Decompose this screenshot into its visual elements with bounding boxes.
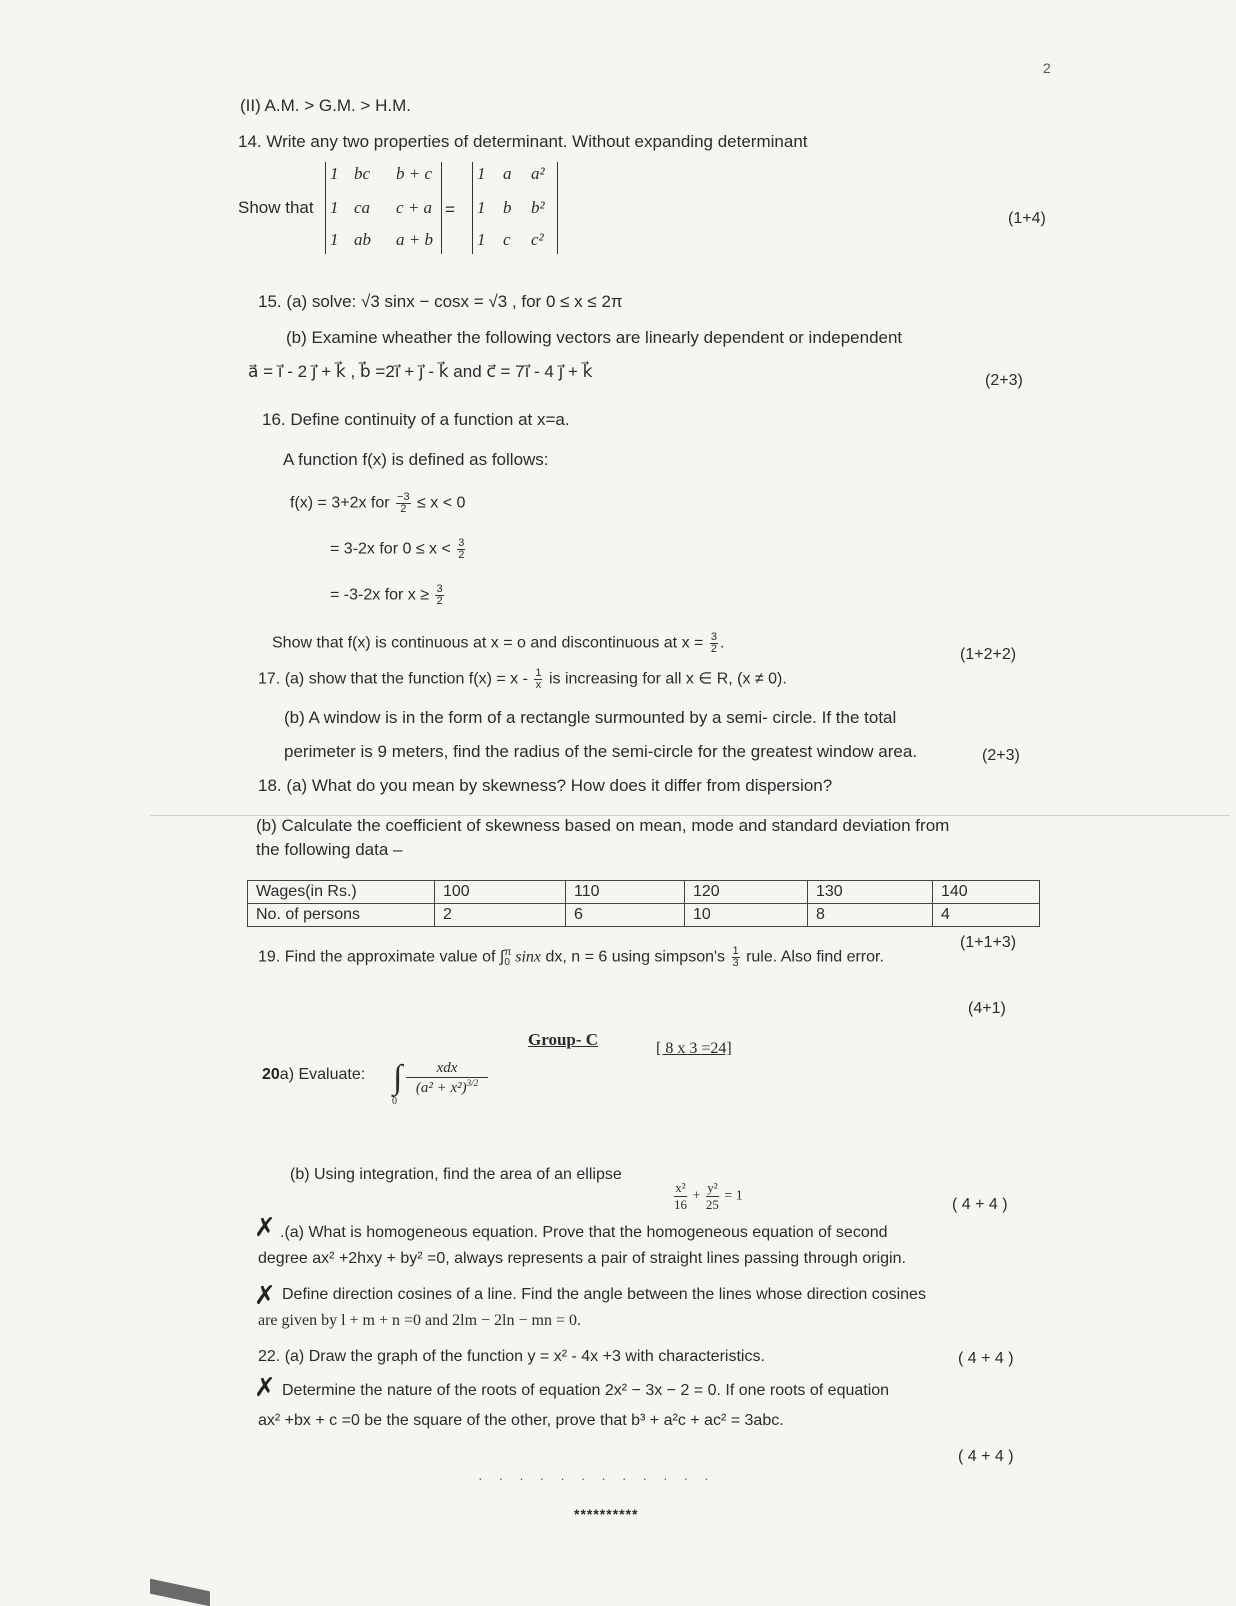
q21-a-line2: degree ax² +2hxy + by² =0, always represents a pair of straight lines passing through origin.	[258, 1250, 906, 1267]
integrand-denominator-base: (a² + x²)	[415, 1080, 467, 1096]
q16-line3	[330, 584, 446, 607]
q16-show-end: .	[719, 634, 725, 652]
integrand-exponent: 3/2	[466, 1078, 479, 1088]
q20-label: 20	[262, 1066, 280, 1083]
numerator: 3	[710, 631, 717, 643]
q17-b-line1: (b) A window is in the form of a rectangle surmounted by a semi- circle. If the total	[284, 708, 897, 727]
table-cell: 4	[933, 904, 1040, 927]
group-c-marks: [ 8 x 3 =24]	[656, 1040, 732, 1057]
q16-marks: (1+2+2)	[960, 646, 1017, 663]
q18-b-line2: the following data –	[256, 840, 403, 859]
table-cell: Wages(in Rs.)	[248, 881, 435, 904]
denominator: 2	[458, 549, 465, 561]
q20-a-label: a) Evaluate:	[279, 1066, 366, 1083]
det-cell: ca	[354, 198, 371, 217]
q16-show-text: Show that f(x) is continuous at x = o and discontinuous at x =	[272, 634, 704, 652]
right-determinant	[472, 162, 558, 254]
q14-show-that: Show that	[238, 198, 314, 217]
wages-table	[247, 880, 1040, 927]
page-number: 2	[1043, 60, 1051, 76]
table-cell: No. of persons	[248, 904, 435, 927]
numerator: y²	[707, 1180, 718, 1195]
q17-a-text: 17. (a) show that the function f(x) = x -	[258, 670, 528, 688]
left-determinant	[325, 162, 442, 254]
det-cell: ab	[354, 230, 371, 249]
q15-marks: (2+3)	[985, 372, 1023, 389]
table-row	[248, 904, 1040, 927]
table-cell: 110	[566, 881, 685, 904]
upper-limit: π	[504, 946, 512, 958]
integral-lower-limit: 0	[392, 1096, 397, 1107]
q19-text-start: 19. Find the approximate value of ∫	[258, 948, 505, 966]
q20-a	[262, 1066, 365, 1084]
table-cell: 140	[933, 881, 1040, 904]
fraction	[732, 946, 740, 969]
q18-b-line1: (b) Calculate the coefficient of skewness based on mean, mode and standard deviation from	[256, 816, 950, 835]
q16-line3-text: = -3-2x for x ≥	[330, 586, 430, 604]
q19-text-mid: dx, n = 6 using simpson's	[541, 948, 726, 966]
end-marker: **********	[574, 1506, 639, 1522]
det-cell: 1	[477, 198, 486, 217]
scan-edge	[150, 1579, 210, 1606]
equals-sign: =	[445, 200, 455, 219]
q17-b-line2: perimeter is 9 meters, find the radius of the semi-circle for the greatest window area.	[284, 742, 918, 761]
fraction	[457, 538, 465, 561]
q16-line2-text: = 3-2x for 0 ≤ x <	[330, 540, 451, 558]
integrand-numerator: xdx	[406, 1060, 488, 1078]
q16-line2	[330, 538, 467, 561]
det-cell: b	[503, 198, 512, 217]
q16-title: 16. Define continuity of a function at x=a.	[262, 410, 570, 429]
numerator: 3	[436, 583, 443, 595]
denominator: 16	[674, 1197, 687, 1212]
numerator: 1	[732, 945, 739, 957]
det-cell: bc	[354, 164, 371, 183]
group-c-title: Group- C	[528, 1030, 599, 1049]
table-cell: 120	[685, 881, 808, 904]
denominator: 2	[710, 643, 717, 655]
det-cell: a²	[531, 164, 545, 183]
q22-marks: ( 4 + 4 )	[958, 1448, 1014, 1465]
det-cell: a	[503, 164, 512, 183]
q15-a: 15. (a) solve: √3 sinx − cosx = √3 , for 0 ≤ x ≤ 2π	[258, 292, 623, 311]
table-cell: 130	[808, 881, 933, 904]
det-cell: 1	[330, 230, 339, 249]
fraction	[396, 492, 411, 515]
table-cell: 100	[435, 881, 566, 904]
q15-vectors: a⃗ = i⃗ - 2 j⃗ + k⃗ , b⃗ =2i⃗ + j⃗ - k⃗ and c⃗ = 7i⃗ - 4 j⃗ + k⃗	[248, 362, 593, 381]
ellipse-rhs: = 1	[724, 1188, 743, 1204]
fraction	[435, 584, 443, 607]
det-cell: 1	[330, 198, 339, 217]
q22-a: 22. (a) Draw the graph of the function y = x² - 4x +3 with characteristics.	[258, 1348, 765, 1365]
q18-a: 18. (a) What do you mean by skewness? How does it differ from dispersion?	[258, 776, 833, 795]
cross-mark-icon: ✗	[254, 1372, 276, 1402]
table-cell: 8	[808, 904, 933, 927]
q13-part-ii: (II) A.M. > G.M. > H.M.	[240, 96, 411, 115]
det-cell: c²	[531, 230, 544, 249]
table-cell: 10	[685, 904, 808, 927]
q18-marks: (1+1+3)	[960, 934, 1017, 951]
q16-intro: A function f(x) is defined as follows:	[283, 450, 549, 469]
lower-limit: 0	[504, 956, 510, 968]
numerator: 3	[458, 537, 465, 549]
q21-a-line1: .(a) What is homogeneous equation. Prove that the homogeneous equation of second	[280, 1224, 888, 1241]
denominator: 2	[400, 503, 407, 515]
denominator: 3	[732, 957, 739, 969]
fraction	[710, 632, 718, 655]
q17-a	[258, 668, 787, 691]
table-cell: 2	[435, 904, 566, 927]
denominator: x	[535, 679, 542, 691]
numerator: −3	[397, 491, 410, 503]
integrand-denominator	[406, 1078, 488, 1097]
det-cell: a + b	[396, 230, 433, 249]
fraction	[706, 1180, 719, 1213]
q19-text-end: rule. Also find error.	[741, 948, 884, 966]
q16-line1-text: f(x) = 3+2x for	[290, 494, 390, 512]
det-cell: 1	[477, 164, 486, 183]
scan-noise: · · · · · · · · · · · ·	[478, 1470, 715, 1486]
q16-line1	[290, 492, 465, 515]
det-cell: c + a	[396, 198, 433, 217]
q14-marks: (1+4)	[1008, 210, 1046, 227]
cross-mark-icon: ✗	[254, 1280, 276, 1310]
q21-b-line1: Define direction cosines of a line. Find the angle between the lines whose direction cosines	[282, 1286, 926, 1303]
integral-sign: ∫	[393, 1059, 403, 1096]
table-row	[248, 881, 1040, 904]
table-cell: 6	[566, 904, 685, 927]
q17-marks: (2+3)	[982, 747, 1020, 764]
q19-text	[258, 946, 884, 969]
q22-b-line1: Determine the nature of the roots of equation 2x² − 3x − 2 = 0. If one roots of equation	[282, 1382, 890, 1399]
q17-a-text-end: is increasing for all x ∈ R, (x ≠ 0).	[548, 670, 787, 688]
numerator: x²	[675, 1180, 686, 1195]
det-cell: 1	[330, 164, 339, 183]
fraction	[534, 668, 542, 691]
denominator: 25	[705, 1197, 719, 1212]
q19-marks: (4+1)	[968, 1000, 1006, 1017]
q20-marks: ( 4 + 4 )	[952, 1196, 1008, 1213]
det-cell: 1	[477, 230, 486, 249]
q21-b-line2: are given by l + m + n =0 and 2lm − 2ln − mn = 0.	[258, 1312, 581, 1329]
ellipse-equation: $\frac{\text{x²}}{16}$ + $\frac{\text{y²}}{25}$ = 1	[674, 1180, 743, 1212]
integrand	[406, 1060, 488, 1097]
q15-b: (b) Examine wheather the following vectors are linearly dependent or independent	[286, 328, 903, 347]
q16-show	[272, 632, 724, 655]
det-cell: b + c	[396, 164, 433, 183]
q21-marks: ( 4 + 4 )	[958, 1350, 1014, 1367]
q20-b: (b) Using integration, find the area of an ellipse	[290, 1166, 622, 1183]
numerator: 1	[535, 667, 542, 679]
det-cell: b²	[531, 198, 545, 217]
q19-integrand: sinx	[511, 948, 541, 966]
det-cell: c	[503, 230, 511, 249]
q22-b-line2: ax² +bx + c =0 be the square of the other, prove that b³ + a²c + ac² = 3abc.	[258, 1412, 784, 1429]
denominator: 2	[436, 595, 443, 607]
q14-text: 14. Write any two properties of determinant. Without expanding determinant	[238, 132, 808, 151]
fraction	[674, 1180, 687, 1213]
q16-line1-cond: ≤ x < 0	[417, 494, 466, 512]
cross-mark-icon: ✗	[254, 1212, 276, 1242]
